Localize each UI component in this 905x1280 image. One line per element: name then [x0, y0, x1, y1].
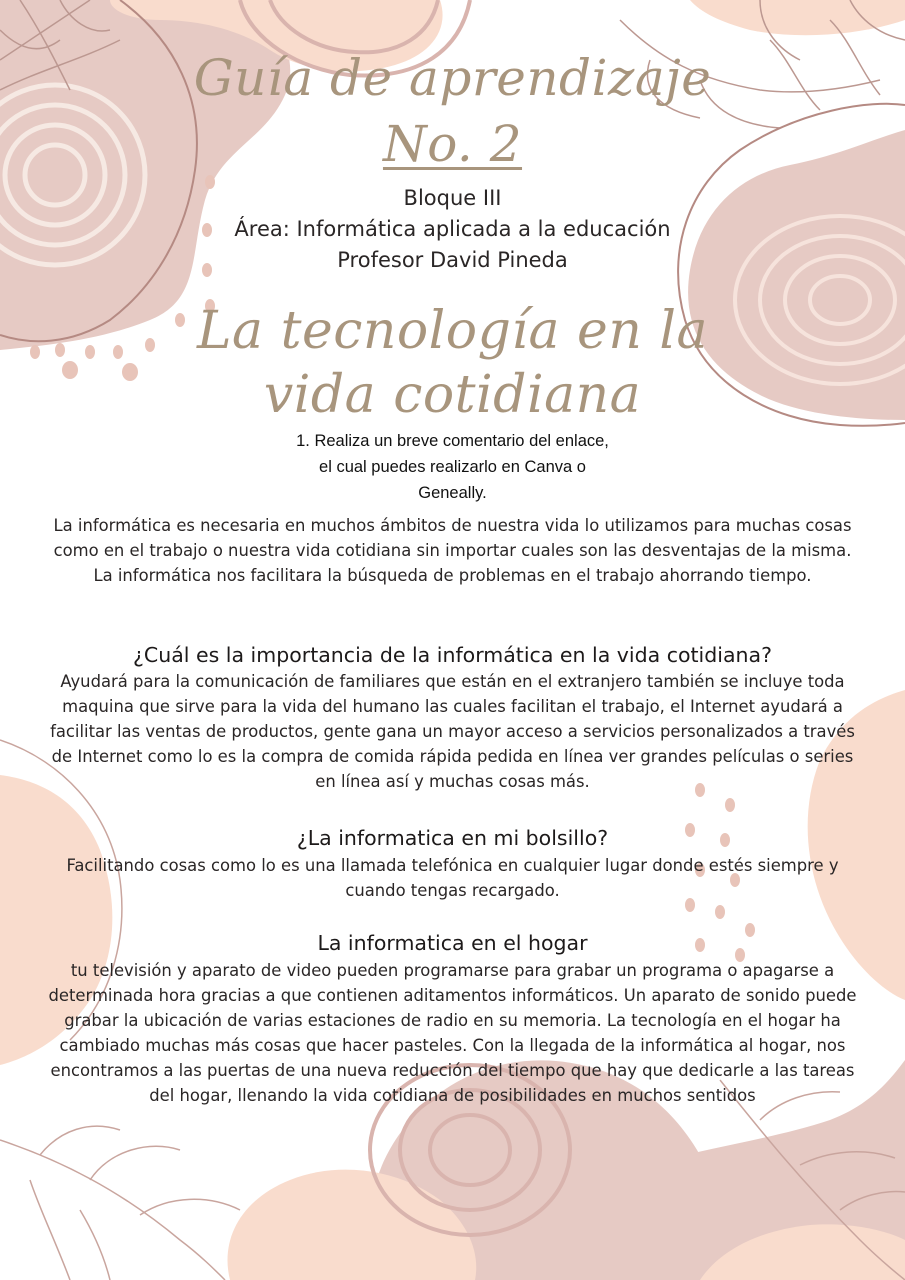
block-label: Bloque III: [403, 186, 502, 210]
body-line: del hogar, llenando la vida cotidiana de posibilidades en muchos sentidos: [149, 1086, 756, 1105]
body-line: cambiado muchas más cosas que hacer pasteles. Con la llegada de la informática al hogar, nos: [59, 1036, 846, 1055]
body-line: Facilitando cosas como lo es una llamada telefónica en cualquier lugar donde estés siempre y: [66, 856, 839, 875]
section-body-pocket: [4, 853, 901, 903]
instruction-line1: 1. Realiza un breve comentario del enlace,: [296, 432, 609, 450]
body-line: de Internet como lo es la compra de comida rápida pedida en línea ver grandes películas o series: [51, 747, 854, 766]
teacher-label: Profesor David Pineda: [337, 248, 568, 272]
main-heading-line1: La tecnología en la: [197, 301, 708, 361]
intro-paragraph: [4, 513, 901, 588]
intro-line: como en el trabajo o nuestra vida cotidiana sin importar cuales son las desventajas de la misma.: [53, 541, 852, 560]
body-line: en línea así y muchas cosas más.: [315, 772, 590, 791]
guide-title: Guía de aprendizaje: [193, 49, 712, 107]
instruction-line3: Geneally.: [418, 484, 487, 502]
intro-line: La informática es necesaria en muchos ámbitos de nuestra vida lo utilizamos para muchas cosas: [53, 516, 852, 535]
body-line: grabar la ubicación de varias estaciones de radio en su memoria. La tecnología en el hogar ha: [64, 1011, 841, 1030]
area-label: Área: Informática aplicada a la educación: [234, 217, 671, 241]
body-line: tu televisión y aparato de video pueden programarse para grabar un programa o apagarse a: [70, 961, 835, 980]
section-question-home: La informatica en el hogar: [317, 931, 588, 955]
body-line: Ayudará para la comunicación de familiares que están en el extranjero también se incluye toda: [60, 672, 845, 691]
body-line: encontramos a las puertas de una nueva reducción del tiempo que hay que dedicarle a las tareas: [50, 1061, 855, 1080]
intro-line: La informática nos facilitara la búsqueda de problemas en el trabajo ahorrando tiempo.: [93, 566, 812, 585]
section-body-importance: [4, 669, 901, 794]
body-line: maquina que sirve para la vida del humano las cuales facilitan el trabajo, el Internet ayudará a: [62, 697, 843, 716]
instruction-line2: el cual puedes realizarlo en Canva o: [319, 458, 586, 476]
body-line: determinada hora gracias a que contienen aditamentos informáticos. Un aparato de sonido puede: [48, 986, 857, 1005]
body-line: cuando tengas recargado.: [345, 881, 560, 900]
guide-number: No. 2: [382, 115, 523, 173]
section-body-home: [4, 958, 901, 1108]
main-heading-line2: vida cotidiana: [263, 365, 642, 425]
body-line: facilitar las ventas de productos, gente gana un mayor acceso a servicios personalizados a través: [50, 722, 855, 741]
section-question-pocket: ¿La informatica en mi bolsillo?: [296, 826, 609, 850]
section-question-importance: ¿Cuál es la importancia de la informática en la vida cotidiana?: [133, 643, 772, 667]
